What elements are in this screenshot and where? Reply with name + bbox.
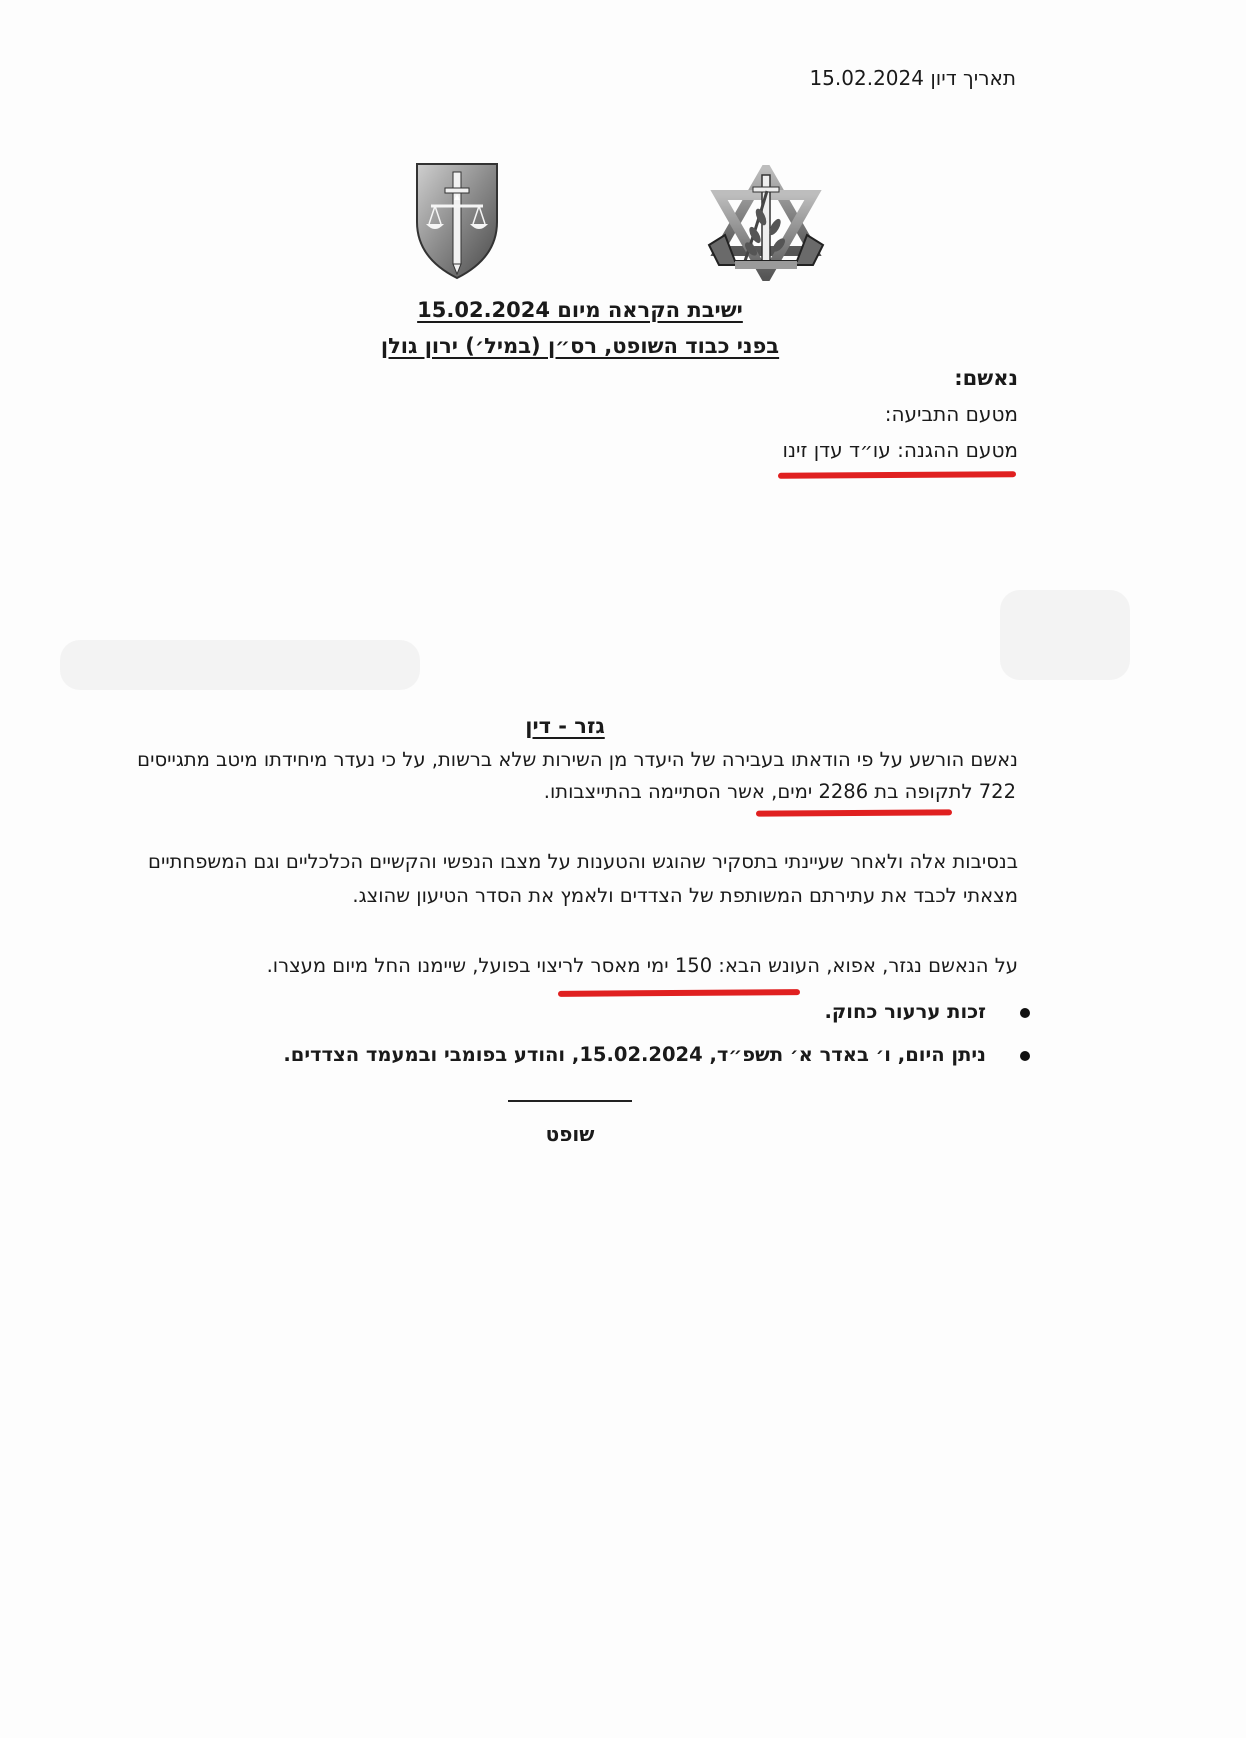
prosecution-label: מטעם התביעה: xyxy=(884,402,1018,426)
red-annotation-underline xyxy=(778,471,1016,479)
session-title: ישיבת הקראה מיום 15.02.2024 xyxy=(417,298,743,322)
paragraph-1-line-2: 722 לתקופה בת 2286 ימים, אשר הסתיימה בהתייצבותו. xyxy=(543,780,1016,803)
bullet-dot xyxy=(1020,1008,1030,1018)
given-today-item: ניתן היום, ו׳ באדר א׳ תשפ״ד, 15.02.2024, והודע בפומבי ובמעמד הצדדים. xyxy=(283,1043,986,1066)
military-court-shield-icon xyxy=(415,162,499,280)
signature-line xyxy=(508,1100,632,1102)
paragraph-1-line-1: נאשם הורשע על פי הודאתו בעבירה של היעדר מן השירות שלא ברשות, על כי נעדר מיחידתו מיטב מתגייסים xyxy=(137,748,1018,771)
red-annotation-underline xyxy=(558,989,800,997)
defense-line: מטעם ההגנה: עו״ד עדן זינו xyxy=(782,438,1018,462)
hearing-date: תאריך דיון 15.02.2024 xyxy=(809,66,1016,90)
bullet-dot xyxy=(1020,1051,1030,1061)
idf-star-sword-olive-icon xyxy=(705,165,827,281)
appeal-right-item: זכות ערעור כחוק. xyxy=(824,1000,986,1023)
judge-signature-label: שופט xyxy=(545,1122,595,1146)
red-annotation-underline xyxy=(756,809,952,816)
scan-artifact xyxy=(1000,590,1130,680)
sentence-line: על הנאשם נגזר, אפוא, העונש הבא: 150 ימי מאסר לריצוי בפועל, שיימנו החל מיום מעצרו. xyxy=(266,954,1018,977)
paragraph-2-line-1: בנסיבות אלה ולאחר שעיינתי בתסקיר שהוגש והטענות על מצבו הנפשי והקשיים הכלכליים וגם המשפחתיים xyxy=(148,850,1018,873)
judge-line: בפני כבוד השופט, רס״ן (במיל׳) ירון גולן xyxy=(380,334,780,358)
paragraph-2-line-2: מצאתי לכבד את עתירתם המשותפת של הצדדים ולאמץ את הסדר הטיעון שהוצג. xyxy=(352,884,1018,907)
scan-artifact xyxy=(60,640,420,690)
verdict-heading: גזר - דין xyxy=(525,714,605,738)
accused-label: נאשם: xyxy=(954,366,1018,390)
